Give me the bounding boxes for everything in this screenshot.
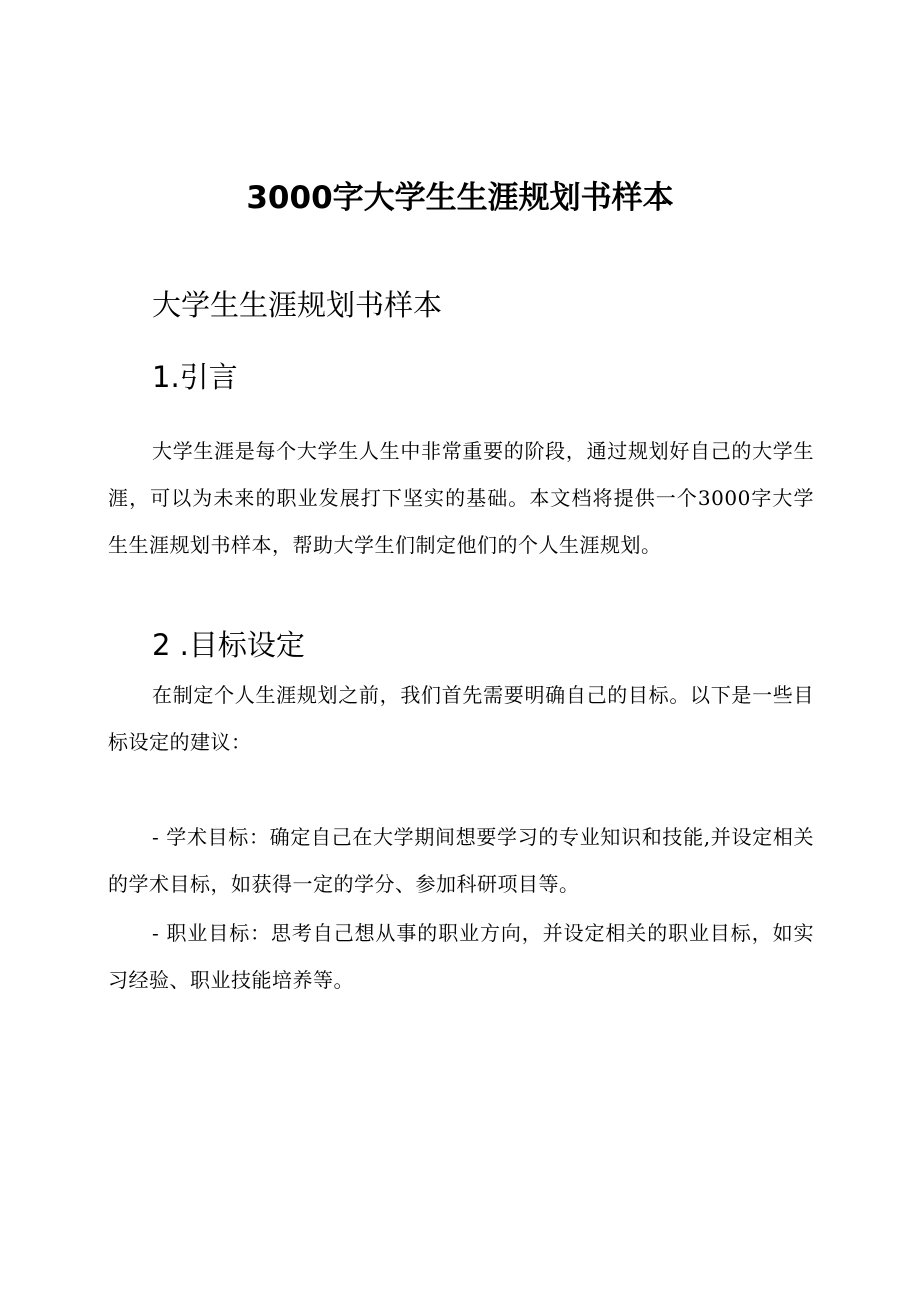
document-subtitle: 大学生生涯规划书样本 bbox=[152, 288, 443, 322]
introduction-paragraph: 大学生涯是每个大学生人生中非常重要的阶段，通过规划好自己的大学生涯，可以为未来的职业发展打下坚实的基础。本文档将提供一个3000字大学生生涯规划书样本，帮助大学生们制定他们的个人生涯规划。 bbox=[108, 439, 814, 557]
goal-setting-paragraph: 在制定个人生涯规划之前，我们首先需要明确自己的目标。以下是一些目标设定的建议： bbox=[108, 683, 814, 754]
section-heading-goal-setting: 2 .目标设定 bbox=[152, 628, 305, 662]
bullet-academic-goal: - 学术目标：确定自己在大学期间想要学习的专业知识和技能,并设定相关的学术目标，如获得一定的学分、参加科研项目等。 bbox=[108, 825, 814, 896]
bullet-career-goal: - 职业目标：思考自己想从事的职业方向，并设定相关的职业目标，如实习经验、职业技能培养等。 bbox=[108, 921, 814, 992]
document-title: 3000字大学生生涯规划书样本 bbox=[246, 180, 674, 216]
section-heading-introduction: 1.引言 bbox=[152, 360, 238, 394]
